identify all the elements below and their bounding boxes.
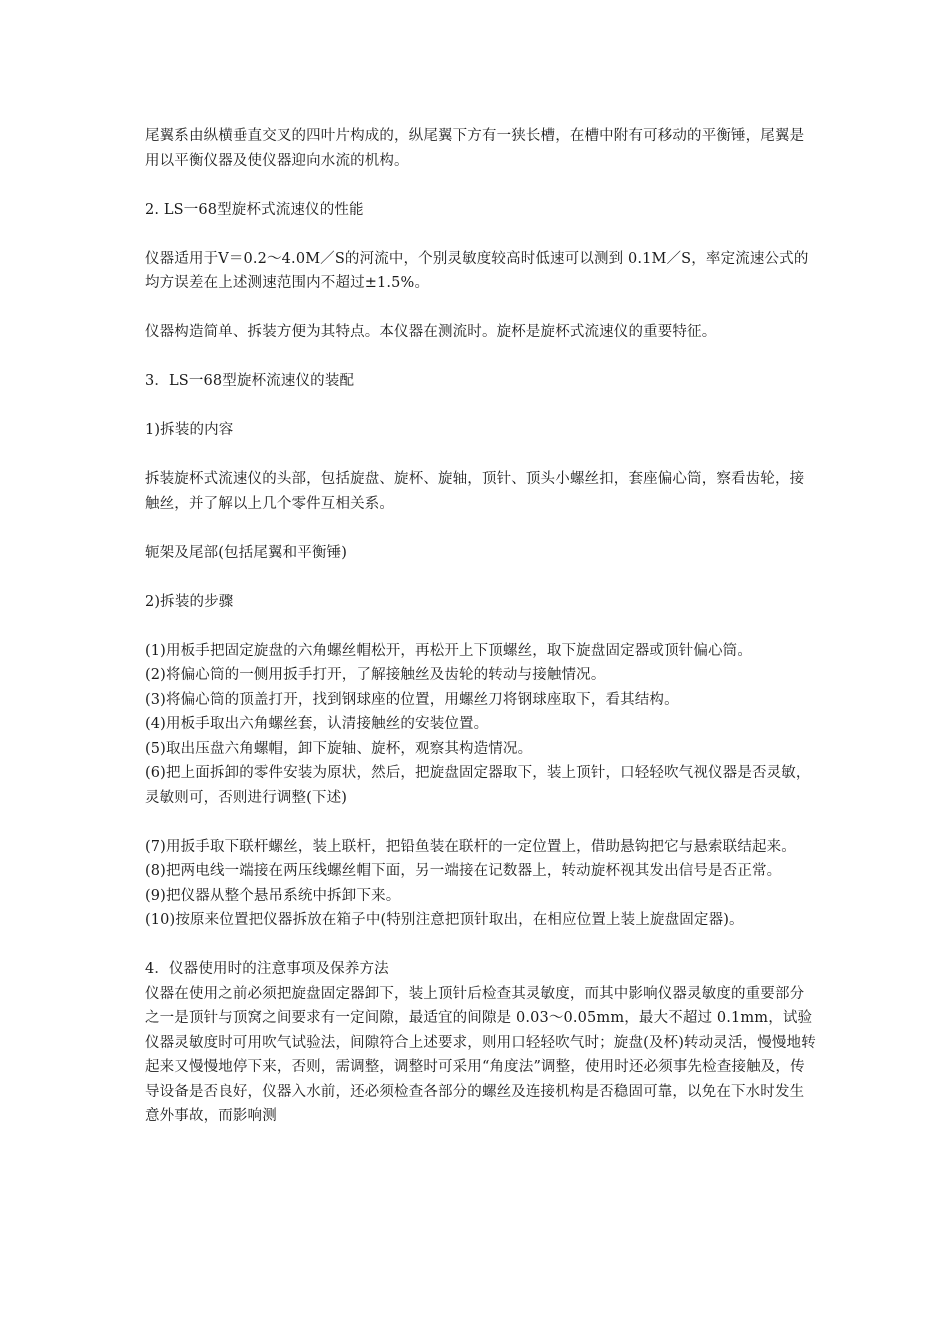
list-item: (1)用板手把固定旋盘的六角螺丝帽松开，再松开上下顶螺丝，取下旋盘固定器或顶针偏心筒。 bbox=[145, 642, 752, 659]
paragraph-tail-fins: 尾翼系由纵横垂直交叉的四叶片构成的，纵尾翼下方有一狭长槽，在槽中附有可移动的平衡锤，尾翼是用以平衡仪器及使仪器迎向水流的机构。 bbox=[145, 128, 805, 169]
steps-list-a bbox=[145, 639, 817, 811]
paragraph-features: 仪器构造简单、拆装方便为其特点。本仪器在测流时。旋杯是旋杯式流速仪的重要特征。 bbox=[145, 324, 717, 340]
list-item: (7)用扳手取下联杆螺丝，装上联杆，把铅鱼装在联杆的一定位置上，借助悬钩把它与悬索联结起来。 bbox=[145, 838, 796, 855]
subheading-disassembly-content: 1)拆装的内容 bbox=[145, 422, 234, 438]
paragraph-yoke-tail: 轭架及尾部(包括尾翼和平衡锤) bbox=[145, 544, 348, 561]
steps-list-b bbox=[145, 835, 817, 933]
heading-assembly: 3．LS一68型旋杯流速仪的装配 bbox=[145, 373, 355, 389]
list-item: (3)将偏心筒的顶盖打开，找到钢球座的位置，用螺丝刀将钢球座取下，看其结构。 bbox=[145, 691, 679, 708]
list-item: (5)取出压盘六角螺帽，卸下旋轴、旋杯，观察其构造情况。 bbox=[145, 740, 533, 757]
list-item: (4)用板手取出六角螺丝套，认清接触丝的安装位置。 bbox=[145, 716, 489, 732]
list-item: (2)将偏心筒的一侧用扳手打开，了解接触丝及齿轮的转动与接触情况。 bbox=[145, 667, 606, 683]
document-body bbox=[145, 124, 817, 1129]
list-item: (10)按原来位置把仪器拆放在箱子中(特别注意把顶针取出，在相应位置上装上旋盘固定器)。 bbox=[145, 912, 744, 928]
subheading-disassembly-steps: 2)拆装的步骤 bbox=[145, 593, 234, 610]
heading-performance: 2. LS一68型旋杯式流速仪的性能 bbox=[145, 201, 364, 218]
heading-precautions: 4．仪器使用时的注意事项及保养方法 bbox=[145, 961, 389, 977]
list-item: (8)把两电线一端接在两压线螺丝帽下面，另一端接在记数器上，转动旋杯视其发出信号是否正常。 bbox=[145, 863, 782, 879]
list-item: (9)把仪器从整个悬吊系统中拆卸下来。 bbox=[145, 887, 401, 904]
paragraph-precautions: 仪器在使用之前必须把旋盘固定器卸下，装上顶针后检查其灵敏度，而其中影响仪器灵敏度的重要部分之一是顶针与顶窝之间要求有一定间隙，最适宜的间隙是 0.03～0.05mm，最大不超过 0.1mm，试验仪器灵敏度时可用吹气试验法，间隙符合上述要求，则用口轻轻吹气时；旋盘(及杯)转动灵活，慢慢地转起来又慢慢地停下来，否则，需调整，调整时可采用“角度法”调整，使用时还必须事先检查接触及，传导设备是否良好，仪器入水前，还必须检查各部分的螺丝及连接机构是否稳固可靠，以免在下水时发生意外事故，而影响测 bbox=[145, 985, 816, 1124]
paragraph-velocity-range: 仪器适用于V＝0.2～4.0M／S的河流中，个别灵敏度较高时低速可以测到 0.1M／S，率定流速公式的均方误差在上述测速范围内不超过±1.5%。 bbox=[145, 250, 809, 291]
paragraph-head-parts: 拆装旋杯式流速仪的头部，包括旋盘、旋杯、旋轴，顶针、顶头小螺丝扣，套座偏心筒，察看齿轮，接触丝，并了解以上几个零件互相关系。 bbox=[145, 471, 805, 512]
list-item: (6)把上面拆卸的零件安装为原状，然后，把旋盘固定器取下，装上顶针，口轻轻吹气视仪器是否灵敏，灵敏则可，否则进行调整(下述) bbox=[145, 765, 811, 806]
